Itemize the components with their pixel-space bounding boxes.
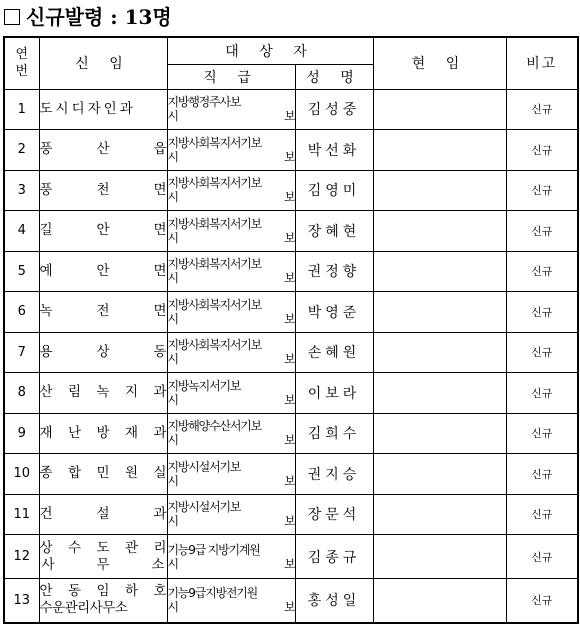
rank-cell <box>167 535 295 579</box>
header-remarks: 비고 <box>506 37 578 89</box>
new-post-char: 재 <box>124 424 138 441</box>
row-number: 12 <box>4 535 39 579</box>
current-post-cell <box>373 292 506 333</box>
rank-cell <box>167 579 295 623</box>
person-name: 김종규 <box>295 535 373 579</box>
rank-line2-start: 시 <box>167 352 178 367</box>
current-post-cell <box>373 373 506 414</box>
new-post-char: 면 <box>153 222 167 239</box>
current-post-cell <box>373 89 506 130</box>
row-number: 5 <box>4 251 39 292</box>
checkbox-square-icon <box>4 9 20 25</box>
current-post-cell <box>373 535 506 579</box>
rank-line1: 지방시설서기보 <box>167 459 241 474</box>
current-post-cell <box>373 413 506 454</box>
new-post-char: 천 <box>96 181 110 198</box>
rank-line1: 지방사회복지서기보 <box>167 257 262 272</box>
remarks-cell: 신규 <box>506 211 578 252</box>
new-post-cell <box>39 211 167 252</box>
remarks-cell: 신규 <box>506 373 578 414</box>
header-current-post: 현 임 <box>373 37 506 89</box>
rank-line2-end: 보 <box>284 352 295 367</box>
remarks-cell: 신규 <box>506 251 578 292</box>
new-post-char: 예 <box>39 262 53 279</box>
new-post-char: 용 <box>39 343 53 360</box>
appointment-table <box>3 36 579 624</box>
rank-line1: 지방사회복지서기보 <box>167 338 262 353</box>
new-post-char: 관 <box>124 539 138 556</box>
person-name: 홍성일 <box>295 579 373 623</box>
table-row <box>4 413 578 454</box>
remarks-cell: 신규 <box>506 170 578 211</box>
current-post-cell <box>373 494 506 535</box>
table-row <box>4 494 578 535</box>
row-number: 9 <box>4 413 39 454</box>
new-post-cell <box>39 579 167 623</box>
new-post-char: 원 <box>124 465 138 482</box>
new-post-cell <box>39 130 167 171</box>
current-post-cell <box>373 332 506 373</box>
rank-line2-start: 시 <box>167 149 178 164</box>
new-post-char: 안 <box>39 583 53 600</box>
rank-line2-end: 보 <box>284 473 295 488</box>
rank-line2-start: 시 <box>167 311 178 326</box>
person-name: 박선화 <box>295 130 373 171</box>
rank-cell <box>167 373 295 414</box>
new-post-char: 사 <box>41 556 55 573</box>
rank-line2-end: 보 <box>284 109 295 124</box>
rank-line2-end: 보 <box>284 190 295 205</box>
new-post-cell <box>39 89 167 130</box>
heading-text: 신규발령 : 13명 <box>26 5 172 29</box>
person-name: 김영미 <box>295 170 373 211</box>
row-number: 4 <box>4 211 39 252</box>
rank-cell <box>167 494 295 535</box>
rank-cell <box>167 292 295 333</box>
new-post-char: 읍 <box>153 141 167 158</box>
rank-cell <box>167 170 295 211</box>
row-number: 6 <box>4 292 39 333</box>
row-number: 7 <box>4 332 39 373</box>
current-post-cell <box>373 251 506 292</box>
new-post-cell <box>39 535 167 579</box>
header-new-post: 신 임 <box>39 37 167 89</box>
row-number: 1 <box>4 89 39 130</box>
new-post-char: 난 <box>67 424 82 441</box>
rank-line2-start: 시 <box>167 190 178 205</box>
header-name: 성 명 <box>295 64 373 89</box>
new-post-char: 과 <box>153 424 167 441</box>
new-post-char: 안 <box>96 262 110 279</box>
new-post-char: 길 <box>39 222 53 239</box>
new-post-char: 민 <box>96 465 110 482</box>
new-post-char: 면 <box>153 303 167 320</box>
new-post-char: 수 <box>67 539 82 556</box>
new-post-cell <box>39 454 167 495</box>
table-row <box>4 211 578 252</box>
new-post-cell <box>39 413 167 454</box>
header-target-group: 대 상 자 <box>167 37 373 64</box>
new-post-char: 지 <box>124 384 138 401</box>
person-name: 손혜원 <box>295 332 373 373</box>
remarks-cell: 신규 <box>506 130 578 171</box>
current-post-cell <box>373 579 506 623</box>
rank-line2-start: 시 <box>167 392 178 407</box>
new-post-char: 실 <box>153 465 167 482</box>
rank-line2-end: 보 <box>284 149 295 164</box>
new-post-char: 녹 <box>96 384 110 401</box>
rank-cell <box>167 130 295 171</box>
rank-line1: 지방시설서기보 <box>167 500 241 515</box>
new-post-char: 건 <box>39 505 53 522</box>
new-post-char: 산 <box>96 141 110 158</box>
rank-line1: 지방사회복지서기보 <box>167 135 262 150</box>
rank-line1: 지방행정주사보 <box>167 95 241 110</box>
remarks-cell: 신규 <box>506 413 578 454</box>
header-rank: 직 급 <box>167 64 295 89</box>
rank-line2-end: 보 <box>284 514 295 529</box>
new-post-char: 재 <box>39 424 53 441</box>
row-number: 2 <box>4 130 39 171</box>
rank-line1: 기능9급 지방기계원 <box>167 542 260 557</box>
row-number: 8 <box>4 373 39 414</box>
row-number: 3 <box>4 170 39 211</box>
rank-line2-end: 보 <box>284 230 295 245</box>
person-name: 장문석 <box>295 494 373 535</box>
new-post-char: 면 <box>153 262 167 279</box>
rank-line2-end: 보 <box>284 556 295 571</box>
person-name: 권지승 <box>295 454 373 495</box>
person-name: 김성중 <box>295 89 373 130</box>
rank-line2-end: 보 <box>284 600 295 615</box>
table-row <box>4 579 578 623</box>
remarks-cell: 신규 <box>506 579 578 623</box>
new-post-cell <box>39 170 167 211</box>
rank-cell <box>167 89 295 130</box>
table-row <box>4 292 578 333</box>
row-number: 10 <box>4 454 39 495</box>
new-post-cell <box>39 251 167 292</box>
table-row <box>4 535 578 579</box>
person-name: 장혜현 <box>295 211 373 252</box>
current-post-cell <box>373 454 506 495</box>
rank-line2-start: 시 <box>167 473 178 488</box>
remarks-cell: 신규 <box>506 89 578 130</box>
rank-line1: 지방사회복지서기보 <box>167 176 262 191</box>
current-post-cell <box>373 170 506 211</box>
new-post-cell <box>39 494 167 535</box>
new-post-char: 리 <box>153 539 167 556</box>
rank-cell <box>167 413 295 454</box>
rank-cell <box>167 251 295 292</box>
rank-line2-end: 보 <box>284 271 295 286</box>
new-post-char: 동 <box>67 583 82 600</box>
new-post-char: 합 <box>67 465 82 482</box>
person-name: 김희수 <box>295 413 373 454</box>
new-post-char: 방 <box>96 424 110 441</box>
new-post-cell <box>39 292 167 333</box>
person-name: 이보라 <box>295 373 373 414</box>
current-post-cell <box>373 211 506 252</box>
remarks-cell: 신규 <box>506 332 578 373</box>
new-post-char: 도 <box>96 539 110 556</box>
new-post-cell <box>39 332 167 373</box>
table-row <box>4 89 578 130</box>
row-number: 11 <box>4 494 39 535</box>
new-post-char: 과 <box>153 384 167 401</box>
remarks-cell: 신규 <box>506 494 578 535</box>
new-post-char: 소 <box>151 556 165 573</box>
new-post-char: 하 <box>124 583 138 600</box>
row-number: 13 <box>4 579 39 623</box>
rank-line1: 지방사회복지서기보 <box>167 216 262 231</box>
new-post-line2: 수운관리사무소 <box>39 600 128 617</box>
rank-line2-start: 시 <box>167 514 178 529</box>
rank-line2-end: 보 <box>284 311 295 326</box>
new-post-char: 녹 <box>39 303 53 320</box>
rank-line1: 지방녹지서기보 <box>167 378 241 393</box>
rank-line2-start: 시 <box>167 230 178 245</box>
rank-line2-start: 시 <box>167 271 178 286</box>
table-row <box>4 251 578 292</box>
new-post-char: 림 <box>67 384 82 401</box>
current-post-cell <box>373 130 506 171</box>
table-row <box>4 332 578 373</box>
page-heading <box>4 2 172 32</box>
rank-line2-start: 시 <box>167 600 178 615</box>
new-post-char: 동 <box>153 343 167 360</box>
new-post-char: 종 <box>39 465 53 482</box>
table-row <box>4 130 578 171</box>
person-name: 권정향 <box>295 251 373 292</box>
table-row <box>4 373 578 414</box>
new-post-cell <box>39 373 167 414</box>
table-row <box>4 170 578 211</box>
new-post-char: 과 <box>153 505 167 522</box>
new-post-char: 임 <box>96 583 110 600</box>
new-post-char: 전 <box>96 303 110 320</box>
rank-line2-start: 시 <box>167 109 178 124</box>
rank-line1: 지방사회복지서기보 <box>167 297 262 312</box>
rank-line2-end: 보 <box>284 392 295 407</box>
rank-line2-end: 보 <box>284 433 295 448</box>
rank-line1: 지방해양수산서기보 <box>167 419 262 434</box>
person-name: 박영준 <box>295 292 373 333</box>
new-post-char: 면 <box>153 181 167 198</box>
new-post-char: 무 <box>96 556 110 573</box>
table-row <box>4 454 578 495</box>
new-post-char: 상 <box>96 343 110 360</box>
new-post-char: 산 <box>39 384 53 401</box>
remarks-cell: 신규 <box>506 535 578 579</box>
new-post-char: 풍 <box>39 181 53 198</box>
rank-cell <box>167 332 295 373</box>
new-post-char: 풍 <box>39 141 53 158</box>
new-post-char: 안 <box>96 222 110 239</box>
remarks-cell: 신규 <box>506 292 578 333</box>
rank-line2-start: 시 <box>167 433 178 448</box>
new-post-char: 호 <box>153 583 167 600</box>
rank-cell <box>167 454 295 495</box>
header-number: 연 번 <box>4 37 39 89</box>
remarks-cell: 신규 <box>506 454 578 495</box>
rank-line2-start: 시 <box>167 556 178 571</box>
new-post-char: 설 <box>96 505 110 522</box>
new-post-char: 상 <box>39 539 53 556</box>
new-post-text: 도시디자인과 <box>39 100 136 117</box>
rank-cell <box>167 211 295 252</box>
rank-line1: 기능9급지방전기원 <box>167 586 258 601</box>
